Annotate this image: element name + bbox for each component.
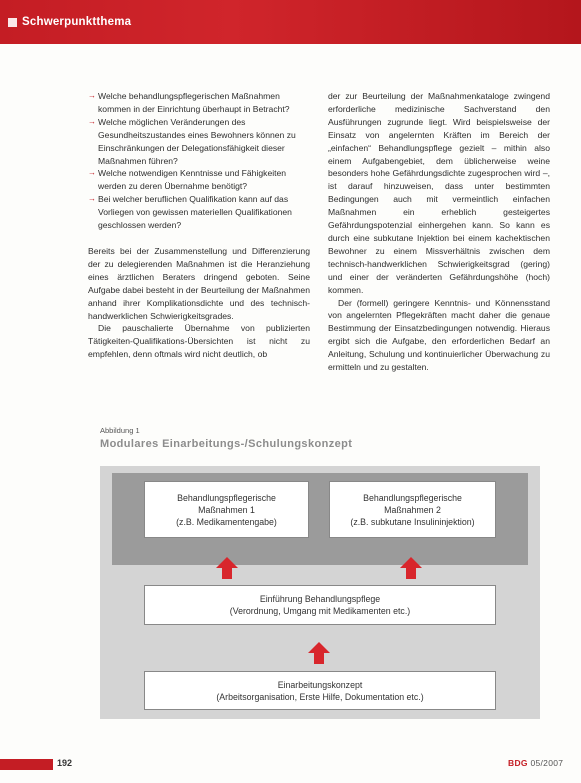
measures-box-2: Behandlungspflegerische Maßnahmen 2 (z.B. subkutane Insulininjektion) bbox=[329, 481, 496, 538]
intro-box: Einführung Behandlungspflege (Verordnung, Umgang mit Medikamenten etc.) bbox=[144, 585, 496, 625]
question-list bbox=[88, 90, 310, 232]
list-item: → Welche behandlungspflegerischen Maßnahmen kommen in der Einrichtung überhaupt in Betracht? bbox=[88, 91, 290, 114]
section-square-icon bbox=[8, 18, 17, 27]
list-item: → Welche notwendigen Kenntnisse und Fähigkeiten werden zu deren Übernahme benötigt? bbox=[88, 168, 287, 192]
page-number: 192 bbox=[57, 758, 73, 768]
right-text-column bbox=[328, 90, 550, 374]
footer-color-bar bbox=[0, 759, 53, 770]
body-paragraph: Bereits bei der Zusammenstellung und Differenzierung der zu delegierenden Maßnahmen ist die Heranziehung eines ärztlichen Beraters dringend geboten. Seine Aufgabe dabei besteht in der Beurteilung der Maßnahmen anhand ihrer Komplikationsdichte und des technisch-handwerklichen Schwierigkeitsgrades. bbox=[88, 245, 310, 321]
measures-box-1: Behandlungspflegerische Maßnahmen 1 (z.B. Medikamentengabe) bbox=[144, 481, 309, 538]
journal-reference bbox=[508, 758, 563, 768]
section-title: Schwerpunktthema bbox=[22, 16, 132, 28]
figure-label: Abbildung 1 bbox=[100, 426, 140, 435]
arrow-shape bbox=[216, 557, 238, 579]
section-tab bbox=[8, 12, 131, 32]
left-text-column bbox=[88, 90, 310, 361]
arrow-shape bbox=[400, 557, 422, 579]
figure-title: Modulares Einarbeitungs-/Schulungskonzept bbox=[100, 438, 353, 450]
concept-diagram bbox=[100, 466, 540, 719]
list-item: → Welche möglichen Veränderungen des Gesundheitszustandes eines Bewohners können zu Einschränkungen der Delegationsfähigkeit dieser Maßnahmen führen? bbox=[88, 116, 296, 166]
onboarding-box: Einarbeitungskonzept (Arbeitsorganisation, Erste Hilfe, Dokumentation etc.) bbox=[144, 671, 496, 710]
section-header-bar bbox=[0, 0, 581, 44]
body-paragraph: Die pauschalierte Übernahme von publizierten Tätigkeiten-Qualifikations-Übersichten ist nicht zu empfehlen, denn oftmals wird nicht deutlich, ob bbox=[88, 323, 310, 360]
arrow-bullet-icon: → bbox=[88, 116, 96, 126]
arrow-shape bbox=[308, 642, 330, 664]
arrow-bullet-icon: → bbox=[88, 91, 96, 100]
arrow-bullet-icon: → bbox=[88, 194, 96, 204]
up-arrow-icon bbox=[215, 556, 239, 580]
list-item: → Bei welcher beruflichen Qualifikation kann auf das Vorliegen von gewissen materiellen Qualifikationen geschlossen werden? bbox=[88, 194, 292, 231]
up-arrow-icon bbox=[399, 556, 423, 580]
journal-brand: BDG bbox=[508, 758, 528, 768]
up-arrow-icon bbox=[307, 641, 331, 665]
arrow-bullet-icon: → bbox=[88, 168, 96, 178]
body-paragraph: Der (formell) geringere Kenntnis- und Könnensstand von angelernten Pflegekräften macht daher die genaue Bestimmung der Einsatzbedingungen notwendig. Hieraus ergibt sich die Aufgabe, den erforderlichen Bedarf an Anleitung, Schulung und kontinuierlicher Überwachung zu ermitteln und zu gestalten. bbox=[328, 297, 550, 373]
journal-issue: 05/2007 bbox=[530, 758, 564, 768]
body-paragraph: der zur Beurteilung der Maßnahmenkataloge zwingend erforderliche medizinische Sachverstand den Ausführungen zugrunde liegt. Wird beispielsweise der Einsatz von angelernten Kräften im Bereich der „einfachen“ Behandlungspflege gezielt – mithin also einem Aufgabengebiet, dem üblicherweise weine besonders hohe Gefährdungsdichte zugesprochen wird –, ist darauf hinzuweisen, dass unter bestimmten Bedingungen auch mit vermeintlich einfachen Maßnahmen ein erheblich gesteigertes Gefährdungspotenzial einhergehen kann. So kann es durch eine subkutane Injektion bei einem kachektischen Bewohner zu einem Missverhältnis zwischen dem technisch-handwerklichen Schwierigkeitsgrad (gering) und einer der veränderten Gefährdungshöhe (hoch) kommen. bbox=[328, 91, 550, 295]
